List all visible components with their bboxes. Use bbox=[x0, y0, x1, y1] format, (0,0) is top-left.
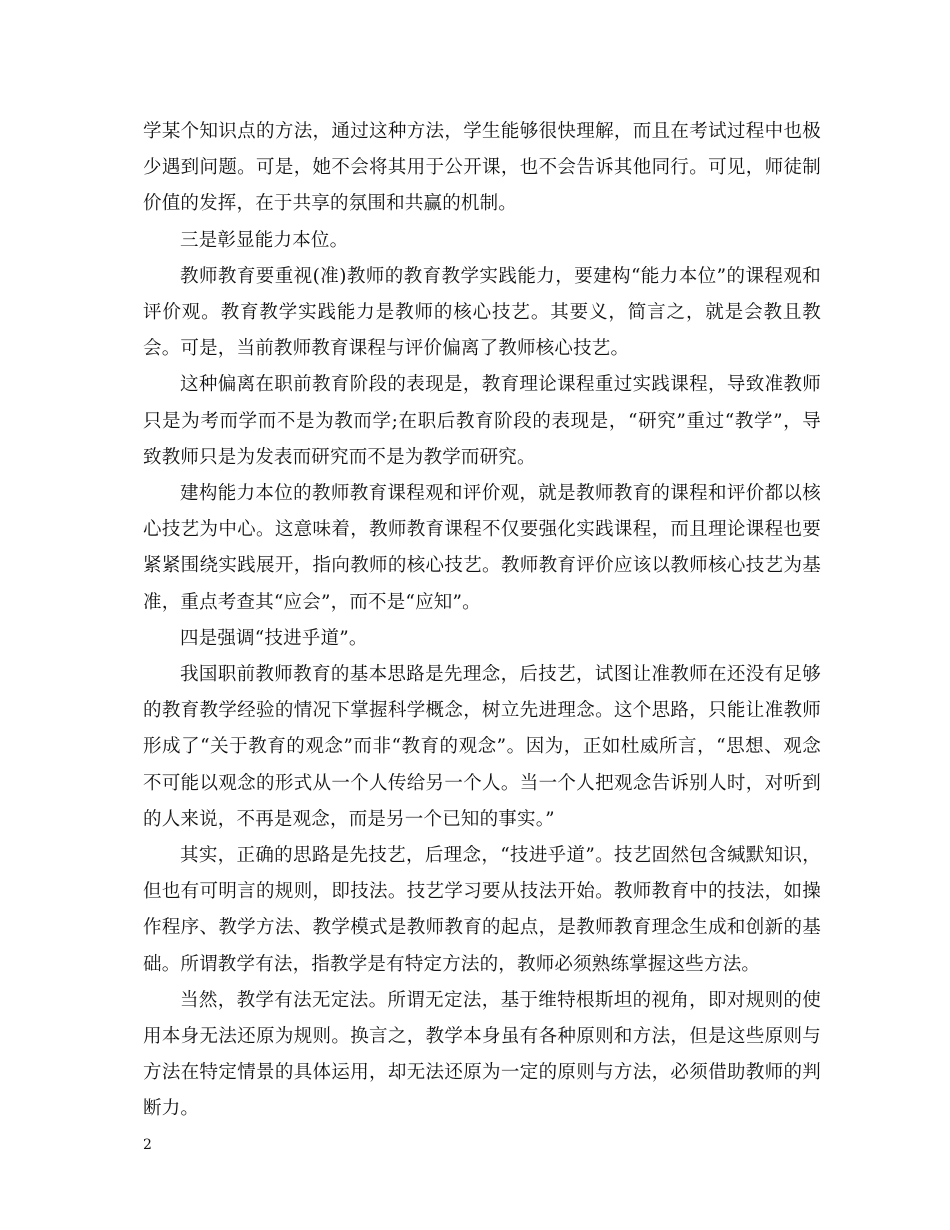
paragraph-2-heading: 三是彰显能力本位。 bbox=[180, 229, 349, 251]
page-number: 2 bbox=[143, 1137, 152, 1153]
paragraph-3: 教师教育要重视(准)教师的教育教学实践能力，要建构“能力本位”的课程观和评价观。教育教学实践能力是教师的核心技艺。其要义，简言之，就是会教且教会。可是，当前教师教育课程与评价偏离了教师核心技艺。 bbox=[143, 265, 821, 360]
paragraph-4: 这种偏离在职前教育阶段的表现是，教育理论课程重过实践课程，导致准教师只是为考而学而不是为教而学;在职后教育阶段的表现是，“研究”重过“教学”，导致教师只是为发表而研究而不是为教学而研究。 bbox=[143, 374, 821, 468]
paragraph-5: 建构能力本位的教师教育课程观和评价观，就是教师教育的课程和评价都以核心技艺为中心。这意味着，教师教育课程不仅要强化实践课程，而且理论课程也要紧紧围绕实践展开，指向教师的核心技艺。教师教育评价应该以教师核心技艺为基准，重点考查其“应会”，而不是“应知”。 bbox=[143, 483, 821, 613]
body-text bbox=[143, 114, 821, 1128]
paragraph-6-heading: 四是强调“技进乎道”。 bbox=[180, 627, 368, 649]
paragraph-1: 学某个知识点的方法，通过这种方法，学生能够很快理解，而且在考试过程中也极少遇到问题。可是，她不会将其用于公开课，也不会告诉其他同行。可见，师徒制价值的发挥，在于共享的氛围和共赢的机制。 bbox=[143, 121, 821, 215]
paragraph-7: 我国职前教师教育的基本思路是先理念，后技艺，试图让准教师在还没有足够的教育教学经验的情况下掌握科学概念，树立先进理念。这个思路，只能让准教师形成了“关于教育的观念”而非“教育的观念”。因为，正如杜威所言，“思想、观念不可能以观念的形式从一个人传给另一个人。当一个人把观念告诉别人时，对听到的人来说，不再是观念，而是另一个已知的事实。” bbox=[143, 664, 821, 830]
paragraph-9: 当然，教学有法无定法。所谓无定法，基于维特根斯坦的视角，即对规则的使用本身无法还原为规则。换言之，教学本身虽有各种原则和方法，但是这些原则与方法在特定情景的具体运用，却无法还原为一定的原则与方法，必须借助教师的判断力。 bbox=[143, 989, 821, 1120]
paragraph-8: 其实，正确的思路是先技艺，后理念，“技进乎道”。技艺固然包含缄默知识，但也有可明言的规则，即技法。技艺学习要从技法开始。教师教育中的技法，如操作程序、教学方法、教学模式是教师教育的起点，是教师教育理念生成和创新的基础。所谓教学有法，指教学是有特定方法的，教师必须熟练掌握这些方法。 bbox=[143, 845, 821, 975]
